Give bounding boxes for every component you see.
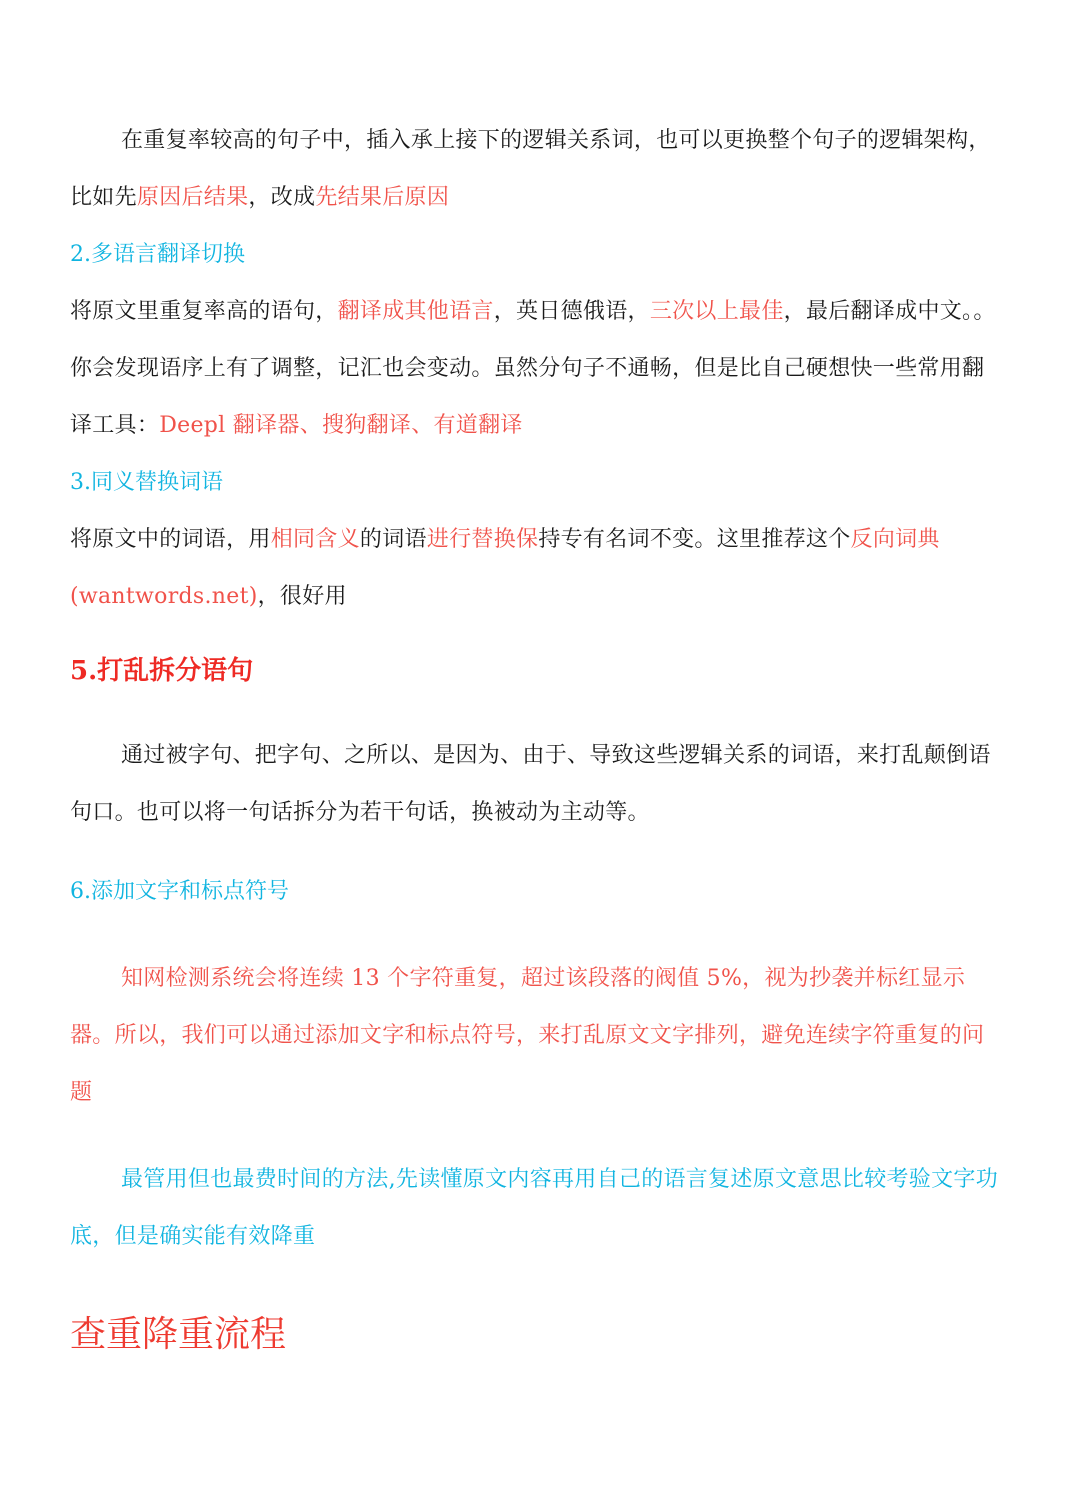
paragraph-synonyms (70, 511, 1002, 625)
text: ，很好用 (257, 584, 347, 609)
section-title: 查重降重流程 (70, 1314, 287, 1355)
highlight: 相同含义 (270, 527, 360, 552)
highlight: 进行替换保 (426, 527, 539, 552)
heading-add-punctuation: 6.添加文字和标点符号 (70, 879, 289, 904)
heading-shuffle: 5.打乱拆分语句 (70, 656, 254, 686)
highlight: 原因后结果 (136, 185, 249, 210)
highlight: 三次以上最佳 (649, 299, 784, 324)
text: 将原文里重复率高的语句， (70, 299, 338, 324)
text: 持专有名词不变。这里推荐这个 (538, 527, 851, 552)
heading-translation: 2.多语言翻译切换 (70, 242, 245, 267)
paragraph-translation (70, 283, 1002, 454)
highlight: 先结果后原因 (315, 185, 450, 210)
text: ，最后翻译成中文。。你会发现语序上有了调整，记汇也会变动。虽然分句子不通畅，但是比自己硬想快一些常用翻译工具： (70, 299, 996, 438)
heading-synonyms: 3.同义替换词语 (70, 470, 223, 495)
text: ，英日德俄语， (493, 299, 650, 324)
paragraph-logic-words (70, 112, 1002, 226)
text: 在重复率较高的句子中，插入承上接下的逻辑关系词，也可以更换整个句子的逻辑架构，比如先 (70, 128, 991, 210)
document-page (70, 112, 1002, 1365)
highlight: 翻译成其他语言 (337, 299, 494, 324)
paragraph-rewrite: 最管用但也最费时间的方法,先读懂原文内容再用自己的语言复述原文意思比较考验文字功底，但是确实能有效降重 (70, 1167, 998, 1249)
paragraph-add-punctuation: 知网检测系统会将连续 13 个字符重复，超过该段落的阀值 5%，视为抄袭并标红显示器。所以，我们可以通过添加文字和标点符号，来打乱原文文字排列，避免连续字符重复的问题 (70, 966, 985, 1105)
text: 将原文中的词语，用 (70, 527, 271, 552)
highlight: 反向词典(wantwords.net) (70, 527, 940, 609)
highlight: Deepl 翻译器、搜狗翻译、有道翻译 (159, 413, 523, 438)
text: 的词语 (359, 527, 427, 552)
text: ，改成 (248, 185, 316, 210)
paragraph-shuffle: 通过被字句、把字句、之所以、是因为、由于、导致这些逻辑关系的词语，来打乱颠倒语句口。也可以将一句话拆分为若干句话，换被动为主动等。 (70, 743, 991, 825)
